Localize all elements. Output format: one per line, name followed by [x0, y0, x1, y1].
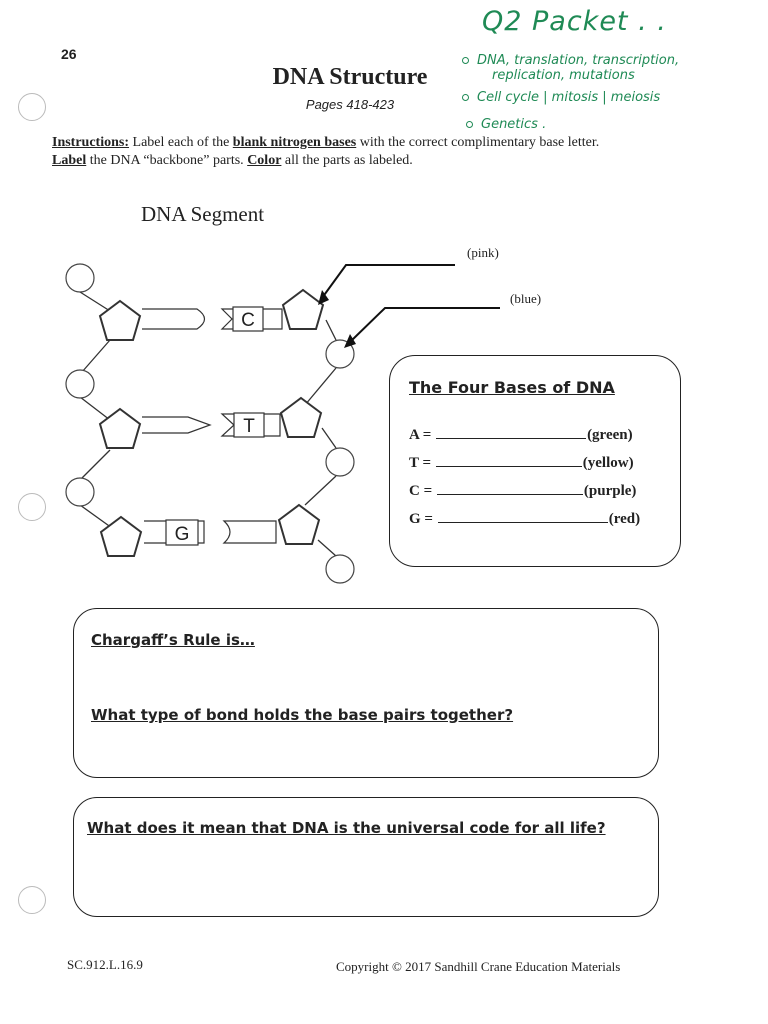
base-left-row1: [142, 309, 205, 329]
base-right-row3: [224, 521, 276, 543]
question-bond-type: What type of bond holds the base pairs together?: [91, 706, 514, 724]
pointer-line-pink: [322, 265, 455, 298]
handwritten-item-1-cont: replication, mutations: [492, 68, 635, 83]
pointer-line-blue: [350, 308, 500, 342]
question-chargaff: Chargaff’s Rule is…: [91, 631, 255, 649]
question-universal-code: What does it mean that DNA is the universal code for all life?: [87, 819, 606, 837]
footer-standard-code: SC.912.L.16.9: [67, 957, 143, 972]
phosphate-circle: [326, 555, 354, 583]
four-bases-heading: The Four Bases of DNA: [409, 378, 615, 397]
label-pink: (pink): [467, 245, 499, 260]
handwritten-item-2: Cell cycle | mitosis | meiosis: [462, 90, 660, 105]
instructions-emphasis: blank nitrogen bases: [232, 135, 357, 150]
answer-blank[interactable]: [437, 482, 583, 495]
phosphate-circle: [66, 478, 94, 506]
phosphate-circle: [66, 264, 94, 292]
base-left-row2: [142, 417, 210, 433]
diagram-title: DNA Segment: [141, 202, 265, 226]
answer-blank[interactable]: [436, 426, 586, 439]
page-subtitle: Pages 418-423: [305, 97, 395, 112]
phosphate-circle: [66, 370, 94, 398]
instructions-label: Instructions:: [52, 135, 130, 150]
instructions: Instructions: Label each of the blank nitrogen bases with the correct complimentary base letter. Label the DNA “backbone” parts. Color all the parts as labeled.: [52, 135, 600, 168]
sugar-pentagon: [100, 409, 140, 448]
base-letter-row1: C: [241, 310, 255, 331]
sugar-pentagon: [279, 505, 319, 544]
base-row-a: A = (green): [409, 427, 633, 443]
sugar-pentagon: [281, 398, 321, 437]
handwritten-title: Q2 Packet . .: [482, 6, 667, 37]
base-row-g: G = (red): [409, 511, 641, 527]
sugar-pentagon: [101, 517, 141, 556]
label-blue: (blue): [510, 291, 542, 306]
question-box-universal-code: [73, 797, 659, 917]
base-row-c: C = (purple): [409, 483, 637, 499]
sugar-pentagon: [283, 290, 323, 329]
page-number: 26: [61, 46, 77, 62]
handwritten-item-3: Genetics .: [466, 117, 546, 132]
binder-hole-bottom: [18, 886, 46, 914]
base-row-t: T = (yellow): [409, 455, 634, 471]
base-letter-row3: G: [174, 524, 190, 545]
answer-blank[interactable]: [438, 510, 608, 523]
base-letter-row2: T: [243, 416, 255, 437]
handwritten-item-1: DNA, translation, transcription,: [462, 53, 679, 68]
page-title: DNA Structure: [272, 64, 428, 90]
answer-blank[interactable]: [436, 454, 582, 467]
sugar-pentagon: [100, 301, 140, 340]
footer-copyright: Copyright © 2017 Sandhill Crane Education Materials: [336, 959, 621, 974]
phosphate-circle: [326, 448, 354, 476]
